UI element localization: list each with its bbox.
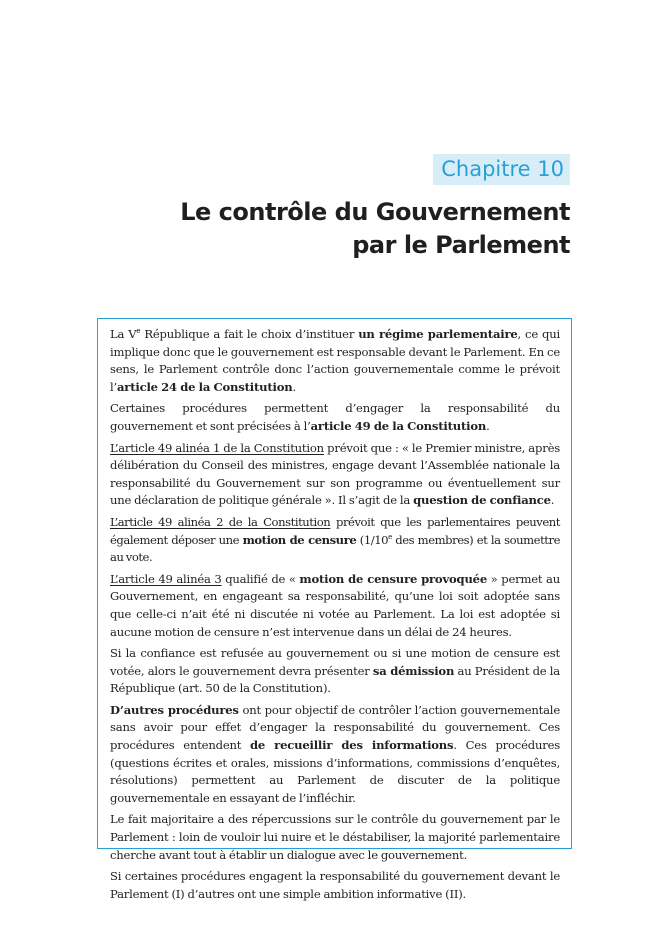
bold-term: un régime parlementaire xyxy=(358,327,518,341)
text-run: . xyxy=(292,379,296,394)
text-run: Certaines procédures permettent d’engager la responsabilité du gouvernement et sont précisées à l’ xyxy=(110,401,560,433)
chapter-title-line-1: Le contrôle du Gouvernement xyxy=(180,198,570,226)
chapter-title-line-2: par le Parlement xyxy=(352,231,570,259)
bold-term: sa démission xyxy=(372,663,455,678)
summary-paragraph-6 xyxy=(110,645,560,698)
summary-paragraph-7 xyxy=(110,702,560,808)
chapter-label: Chapitre 10 xyxy=(433,154,570,185)
text-run: (1/10 xyxy=(356,532,389,547)
chapter-title xyxy=(180,196,570,262)
text-run: , ce qui implique donc que le gouvernement est responsable devant le Parlement. En ce sens, le Parlement contrôle donc l’action gouvernementale comme le prévoit l’ xyxy=(110,327,560,394)
bold-term: D’autres procédures xyxy=(110,702,239,717)
underlined-reference: L’article 49 alinéa 1 de la Constitution xyxy=(110,440,324,455)
superscript: e xyxy=(388,532,392,541)
superscript: e xyxy=(136,327,141,336)
text-run: La V xyxy=(110,327,137,341)
text-run: Si certaines procédures engagent la responsabilité du gouvernement devant le Parlement (I) d’autres ont une simple ambition informative (II). xyxy=(110,869,560,901)
bold-term: article 49 de la Constitution xyxy=(310,418,487,433)
bold-term: de recueillir des informations xyxy=(249,738,454,753)
text-run: qualifié de « xyxy=(221,571,300,586)
underlined-reference: L’article 49 alinéa 3 xyxy=(110,571,222,586)
summary-paragraph-8 xyxy=(110,811,560,864)
summary-paragraph-4 xyxy=(110,514,560,567)
text-run: prévoit que les parlementaires peuvent également déposer une xyxy=(110,514,560,547)
text-run: au Président de la République (art. 50 de la Constitution). xyxy=(110,663,561,696)
text-run: Le fait majoritaire a des répercussions sur le contrôle du gouvernement par le Parlement : loin de vouloir lui nuire et le déstabiliser, la majorité parlementaire cherche avant tout à établir un dialogue avec le gouvernement. xyxy=(110,812,560,862)
bold-term: motion de censure provoquée xyxy=(299,571,488,586)
text-run: des membres) et la soumettre au vote. xyxy=(110,532,561,565)
text-run: ont pour objectif de contrôler l’action gouvernementale sans avoir pour effet d’engager la responsabilité du gouvernement. Ces procédures entendent xyxy=(110,702,560,753)
summary-paragraph-5 xyxy=(110,571,560,641)
bold-term: motion de censure xyxy=(242,532,357,547)
summary-paragraph-1 xyxy=(110,326,560,396)
summary-box xyxy=(97,318,572,901)
summary-paragraph-3 xyxy=(110,440,560,510)
bold-term: article 24 de la Constitution xyxy=(117,379,293,394)
summary-paragraph-9 xyxy=(110,868,560,903)
text-run: . xyxy=(486,418,490,433)
underlined-reference: L’article 49 alinéa 2 de la Constitution xyxy=(110,514,331,529)
summary-paragraph-2 xyxy=(110,400,560,435)
text-run: République a fait le choix d’instituer xyxy=(140,327,359,341)
text-run: . Ces procédures (questions écrites et orales, missions d’informations, commissions d’enquêtes, résolutions) permettent au Parlement de discuter de la politique gouvernementale en essayant de l’infléchir. xyxy=(110,738,560,805)
text-run: Si la confiance est refusée au gouvernement ou si une motion de censure est votée, alors le gouvernement devra présenter xyxy=(110,646,560,678)
text-run: prévoit que : « le Premier ministre, après délibération du Conseil des ministres, engage devant l’Assemblée nationale la responsabilité du Gouvernement sur son programme ou éventuellement sur une déclaration de politique générale ». Il s’agit de la xyxy=(110,440,560,508)
bold-term: question de confiance xyxy=(413,493,551,508)
text-run: . xyxy=(550,493,555,508)
text-run: » permet au Gouvernement, en engageant sa responsabilité, qu’une loi soit adoptée sans que celle-ci n’ait été ni discutée ni votée au Parlement. La loi est adoptée si aucune motion de censure n’est intervenue dans un délai de 24 heures. xyxy=(110,571,560,639)
